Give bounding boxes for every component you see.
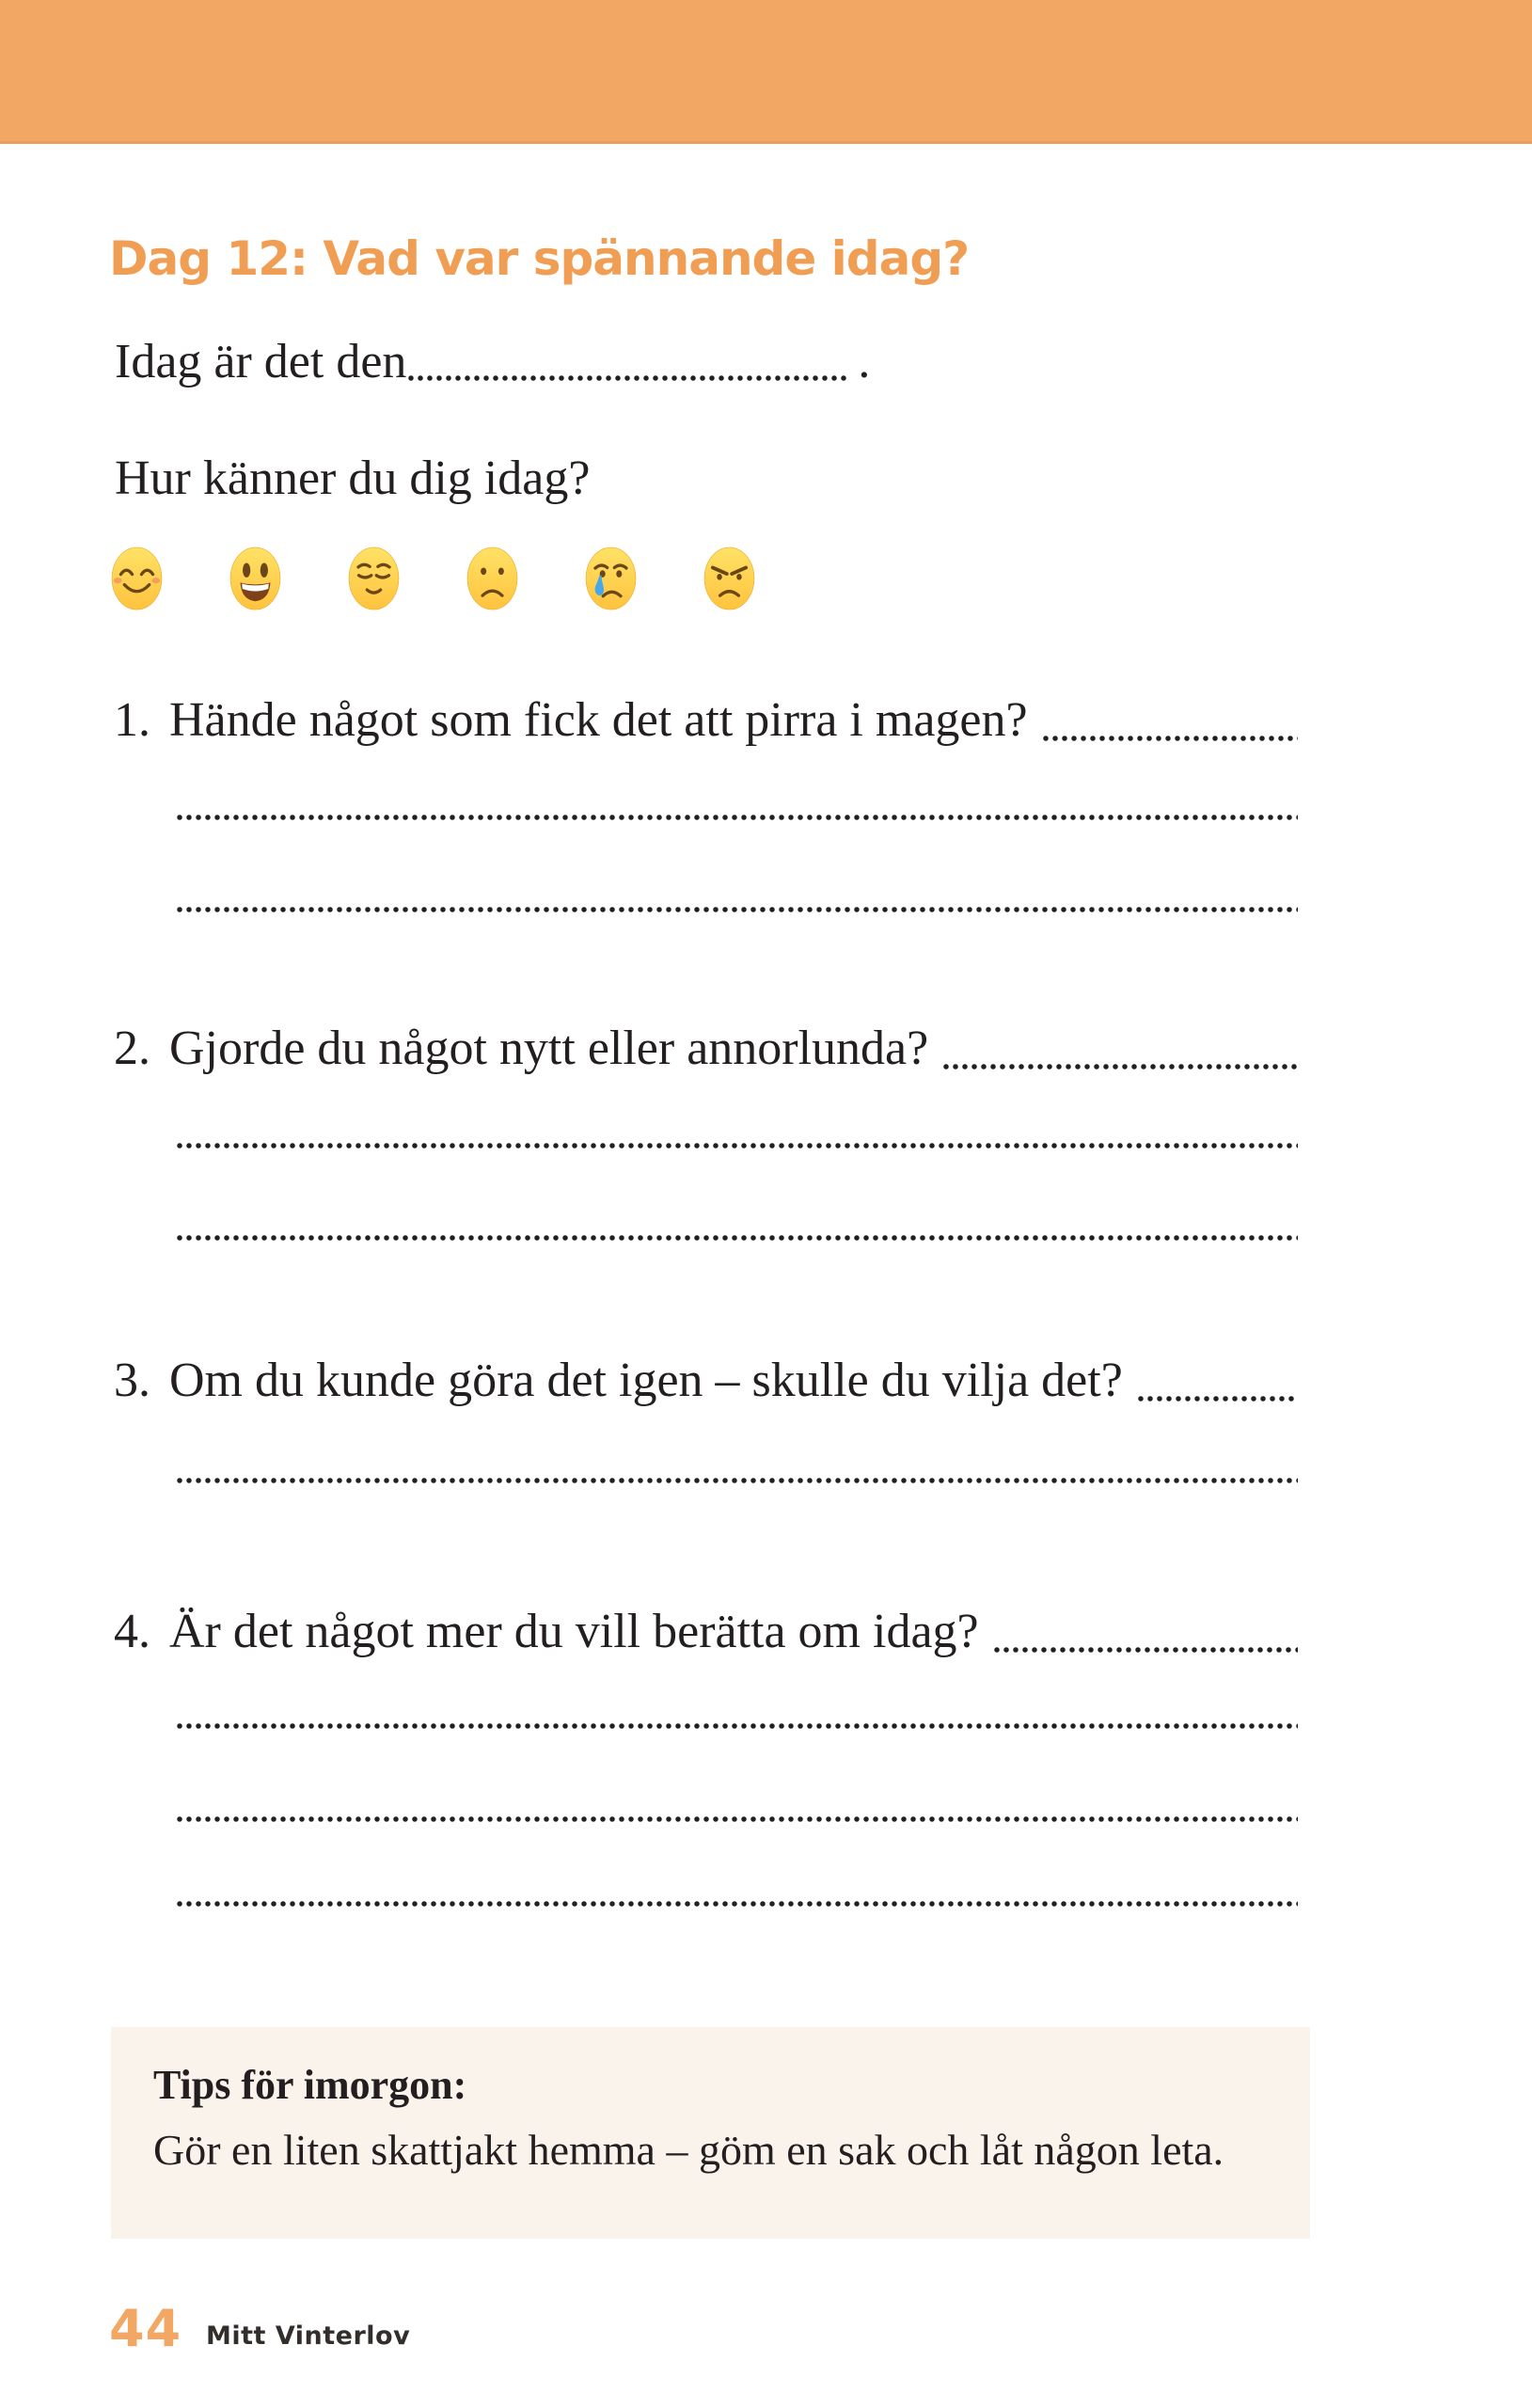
question-3 (114, 1353, 1298, 1409)
smiling-face-with-smiling-eyes-icon (111, 544, 163, 613)
question-4-text: Är det något mer du vill berätta om idag? (169, 1605, 979, 1658)
question-3-number: 3. (114, 1354, 150, 1407)
page-title: Dag 12: Vad var spännande idag? (109, 231, 970, 286)
question-1 (114, 692, 1298, 749)
date-line (115, 335, 870, 388)
header-band (0, 0, 1532, 144)
grinning-face-with-big-eyes-icon (229, 544, 281, 613)
question-3-text: Om du kunde göra det igen – skulle du vilja det? (169, 1354, 1123, 1407)
question-2-answer-line-1 (175, 1143, 1298, 1149)
mood-emoji-row (111, 544, 755, 613)
question-4-number: 4. (114, 1605, 150, 1658)
question-1-answer-line-1 (175, 815, 1298, 820)
footer-page-number: 44 (109, 2299, 182, 2358)
question-3-write-in-leader (1136, 1396, 1298, 1402)
question-4 (114, 1604, 1298, 1660)
date-write-in-line (406, 375, 848, 381)
question-2-answer-line-2 (175, 1235, 1298, 1241)
question-2-write-in-leader (941, 1064, 1298, 1069)
date-line-label: Idag är det den (115, 335, 407, 388)
tip-heading: Tips för imorgon: (153, 2062, 467, 2108)
question-3-answer-line-1 (175, 1478, 1298, 1483)
slightly-frowning-face-icon (466, 544, 518, 613)
tip-text: Gör en liten skattjakt hemma – göm en sak och låt någon leta. (153, 2125, 1224, 2174)
question-4-answer-line-1 (175, 1723, 1298, 1729)
question-2-number: 2. (114, 1022, 150, 1075)
relieved-face-icon (348, 544, 400, 613)
date-line-suffix: . (858, 335, 871, 388)
footer-book-title: Mitt Vinterlov (206, 2321, 411, 2351)
crying-face-icon (585, 544, 637, 613)
question-1-text: Hände något som fick det att pirra i magen? (169, 693, 1028, 747)
question-1-write-in-leader (1041, 736, 1298, 741)
mood-question: Hur känner du dig idag? (115, 452, 591, 505)
question-2-text: Gjorde du något nytt eller annorlunda? (169, 1022, 929, 1075)
question-1-number: 1. (114, 693, 150, 747)
angry-face-icon (703, 544, 755, 613)
question-2 (114, 1021, 1298, 1077)
question-4-answer-line-3 (175, 1901, 1298, 1907)
question-4-write-in-leader (992, 1647, 1298, 1653)
tip-box (111, 2027, 1310, 2239)
question-1-answer-line-2 (175, 907, 1298, 912)
question-4-answer-line-2 (175, 1816, 1298, 1822)
